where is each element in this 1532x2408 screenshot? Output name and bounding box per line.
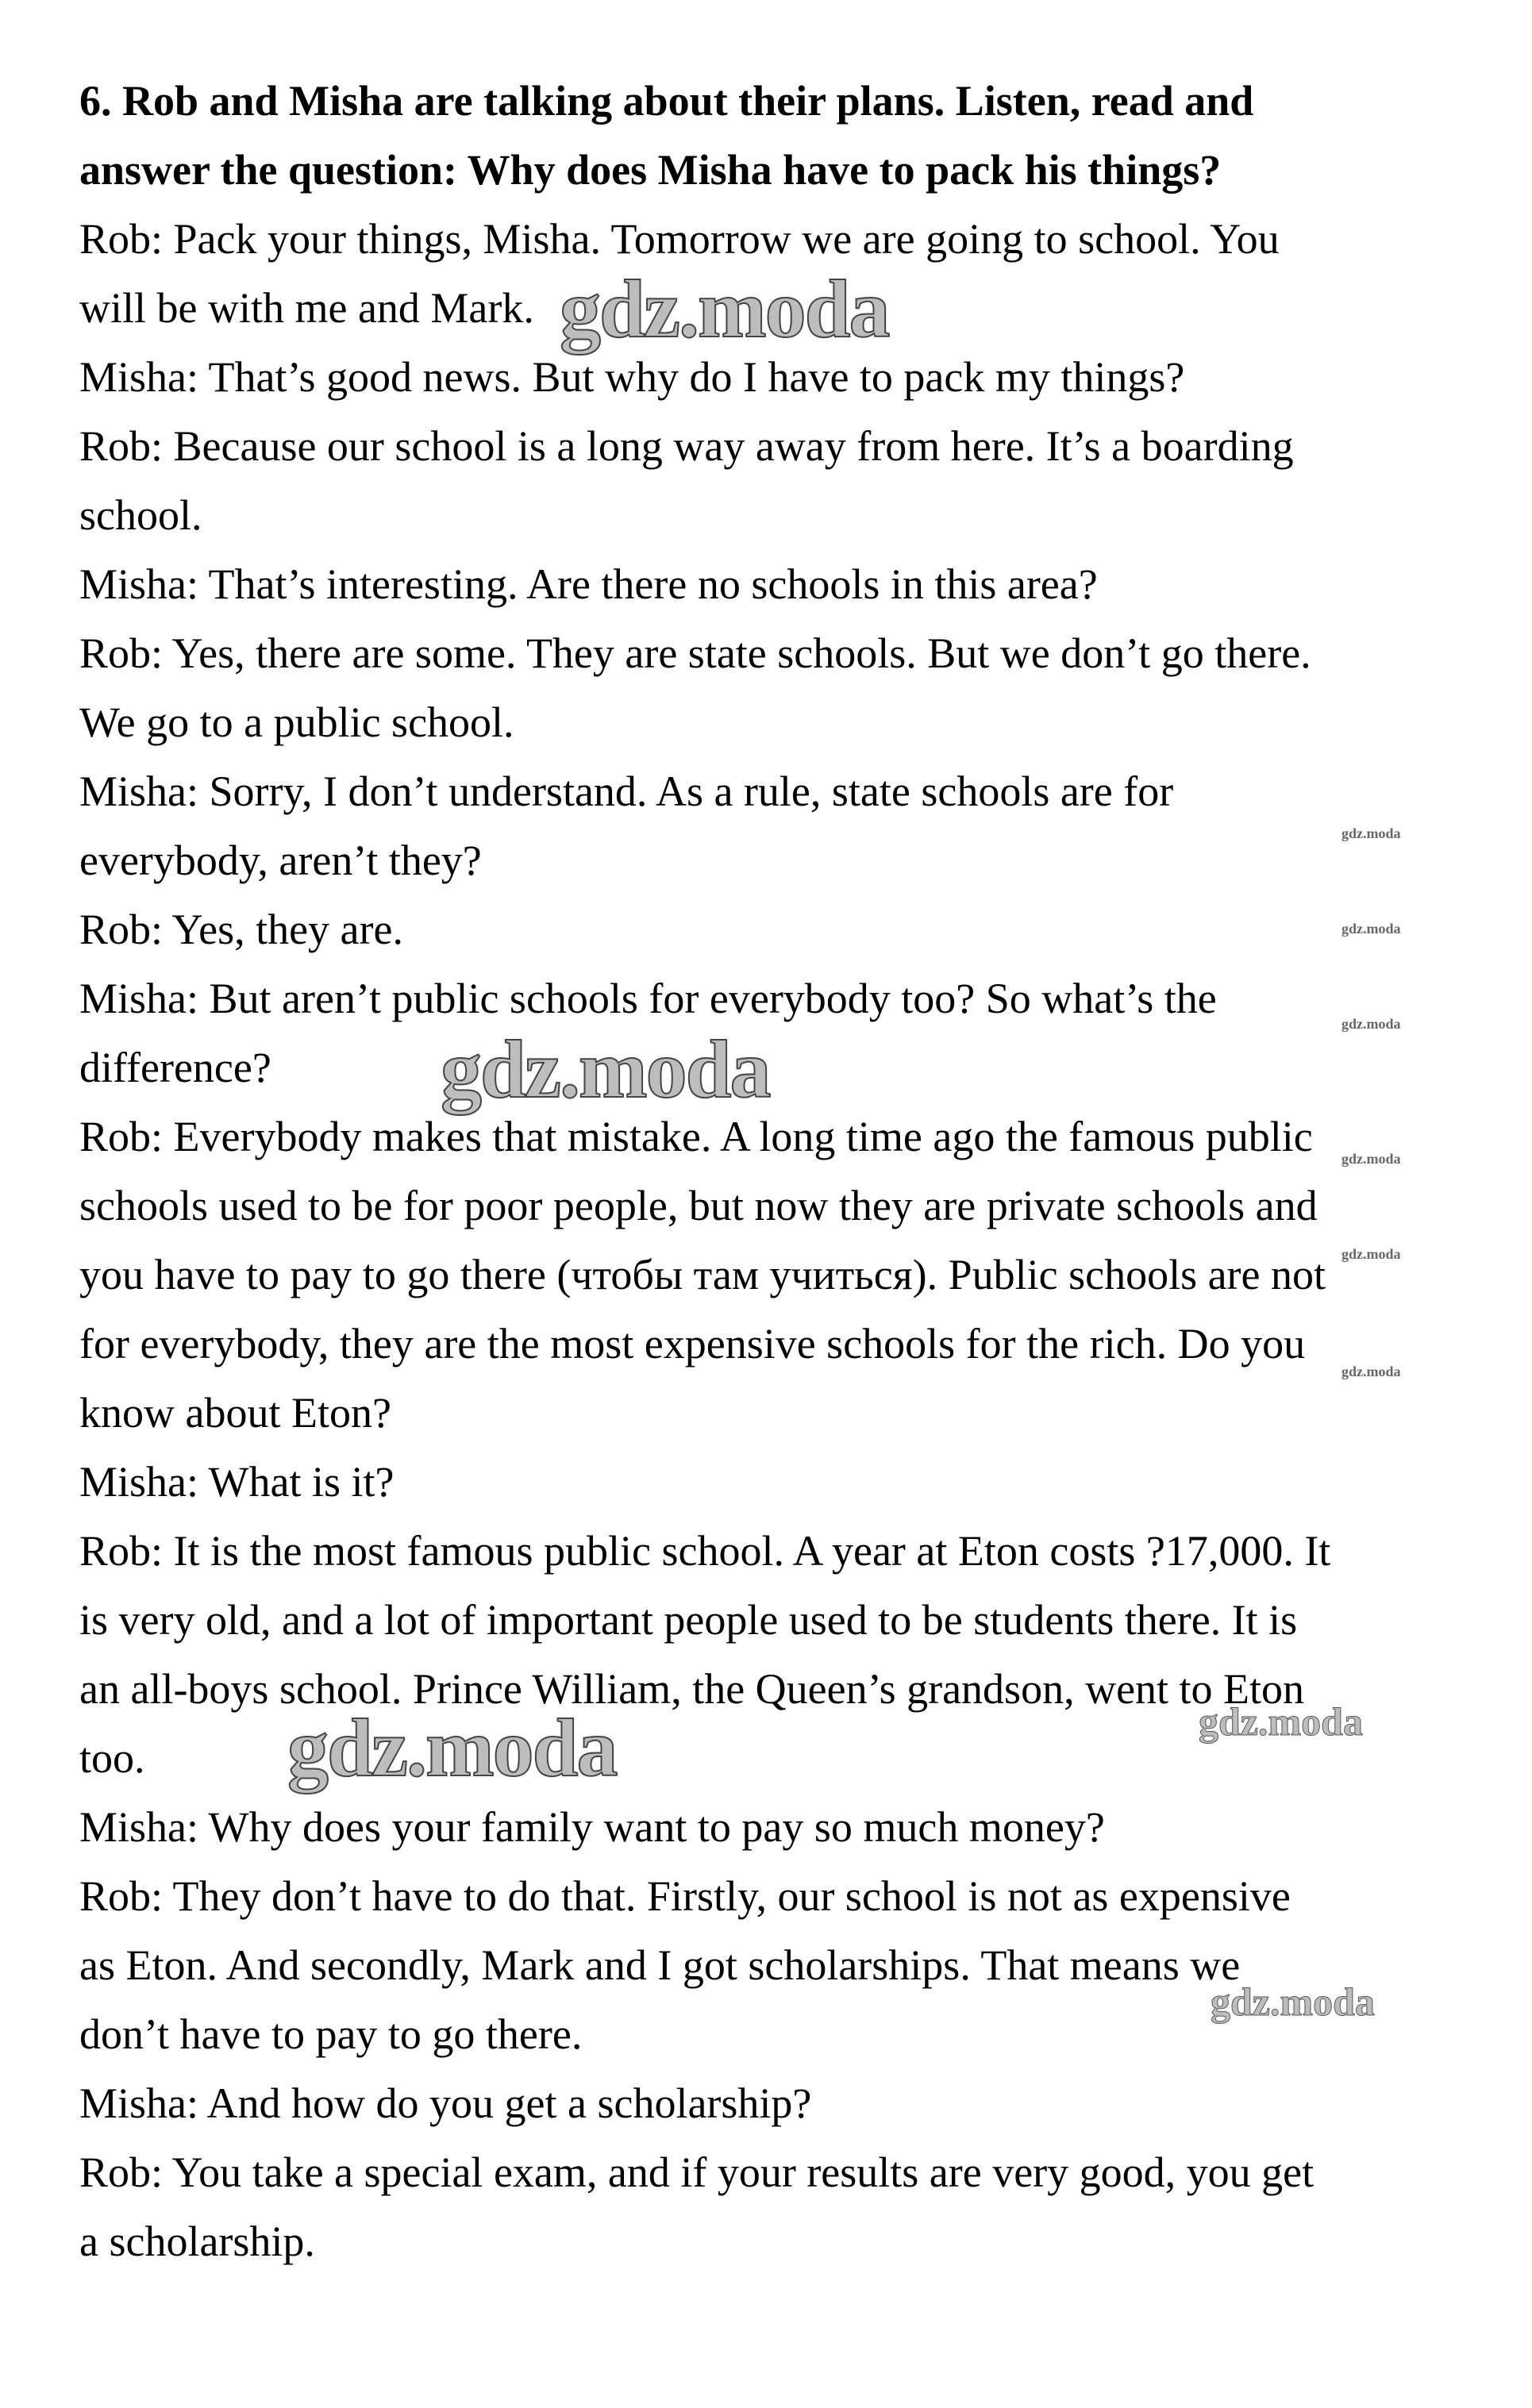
watermark-logo: gdz.moda <box>287 1702 617 1794</box>
dialogue-line: as Eton. And secondly, Mark and I got scholarships. That means we <box>79 1941 1241 1989</box>
dialogue-line: Rob: It is the most famous public school. A year at Eton costs ?17,000. It <box>79 1527 1331 1575</box>
dialogue-line: We go to a public school. <box>79 698 514 746</box>
dialogue-line: Misha: That’s interesting. Are there no schools in this area? <box>79 560 1098 608</box>
exercise-title-line: answer the question: Why does Misha have to pack his things? <box>79 146 1222 194</box>
dialogue-line: school. <box>79 491 202 539</box>
dialogue-line: difference? <box>79 1044 271 1091</box>
dialogue-line: Rob: You take a special exam, and if your results are very good, you get <box>79 2148 1315 2196</box>
dialogue-line: Rob: Everybody makes that mistake. A long time ago the famous public <box>79 1113 1313 1160</box>
watermark-logo: gdz.moda <box>1341 1016 1401 1032</box>
watermark-logo: gdz.moda <box>1341 921 1401 937</box>
dialogue-line: Rob: Yes, there are some. They are state schools. But we don’t go there. <box>79 629 1311 677</box>
dialogue-line: an all-boys school. Prince William, the Queen’s grandson, went to Eton <box>79 1665 1305 1713</box>
dialogue-line: schools used to be for poor people, but now they are private schools and <box>79 1182 1318 1229</box>
exercise-text <box>79 67 1492 2276</box>
dialogue-line: Misha: Why does your family want to pay so much money? <box>79 1803 1105 1851</box>
dialogue-line: for everybody, they are the most expensive schools for the rich. Do you <box>79 1320 1306 1367</box>
dialogue-line: Rob: Because our school is a long way away from here. It’s a boarding <box>79 422 1294 470</box>
dialogue-line: you have to pay to go there (чтобы там учиться). Public schools are not <box>79 1251 1326 1298</box>
watermark-logo: gdz.moda <box>1341 1246 1401 1262</box>
watermark-logo: gdz.moda <box>1211 1979 1375 2024</box>
dialogue-line: Rob: They don’t have to do that. Firstly, our school is not as expensive <box>79 1872 1291 1920</box>
watermark-logo: gdz.moda <box>560 263 889 355</box>
dialogue-line: Rob: Yes, they are. <box>79 906 403 953</box>
dialogue-line: know about Eton? <box>79 1389 391 1437</box>
dialogue-line: Misha: Sorry, I don’t understand. As a rule, state schools are for <box>79 767 1174 815</box>
dialogue-line: Rob: Pack your things, Misha. Tomorrow we are going to school. You <box>79 215 1280 263</box>
dialogue-line: Misha: What is it? <box>79 1458 395 1506</box>
watermark-logo: gdz.moda <box>1341 1364 1401 1379</box>
dialogue-line: Misha: That’s good news. But why do I have to pack my things? <box>79 353 1185 401</box>
dialogue-line: don’t have to pay to go there. <box>79 2010 583 2058</box>
watermark-logo: gdz.moda <box>1341 1151 1401 1167</box>
dialogue-line: is very old, and a lot of important people used to be students there. It is <box>79 1596 1298 1644</box>
dialogue-line: Misha: But aren’t public schools for everybody too? So what’s the <box>79 975 1217 1022</box>
watermark-logo: gdz.moda <box>1199 1699 1363 1744</box>
dialogue-line: too. <box>79 1734 145 1782</box>
exercise-title-line: 6. Rob and Misha are talking about their plans. Listen, read and <box>79 77 1254 125</box>
watermark-logo: gdz.moda <box>1341 825 1401 841</box>
dialogue-line: everybody, aren’t they? <box>79 837 482 884</box>
watermark-logo: gdz.moda <box>441 1024 770 1115</box>
dialogue-line: Misha: And how do you get a scholarship? <box>79 2079 812 2127</box>
dialogue-line: a scholarship. <box>79 2218 315 2265</box>
dialogue-line: will be with me and Mark. <box>79 284 534 332</box>
